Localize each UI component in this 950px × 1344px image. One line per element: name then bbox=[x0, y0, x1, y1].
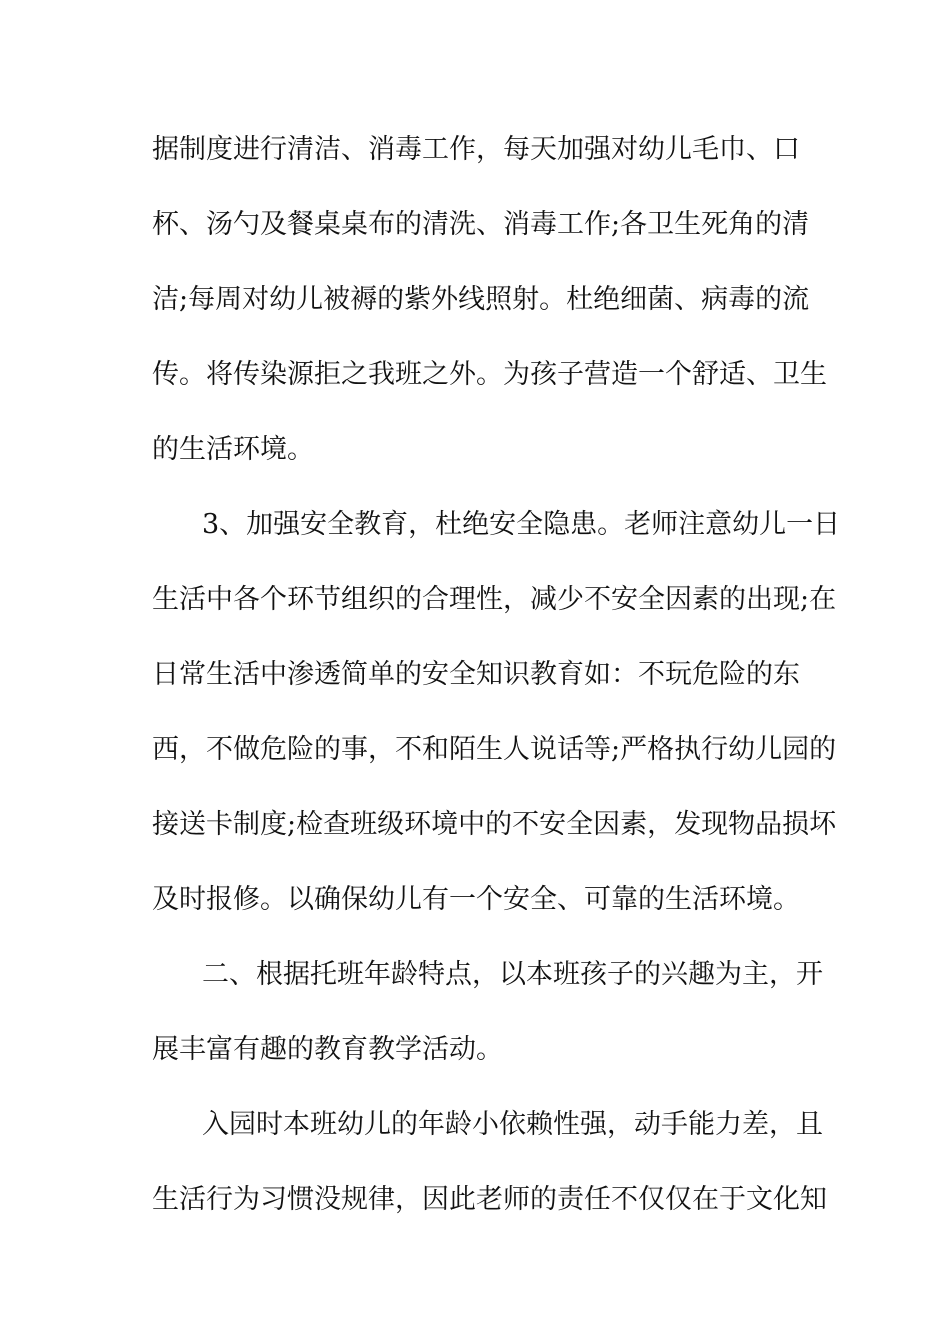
text-line: 接送卡制度;检查班级环境中的不安全因素，发现物品损坏 bbox=[152, 809, 837, 840]
text-line: 西，不做危险的事，不和陌生人说话等;严格执行幼儿园的 bbox=[152, 734, 837, 765]
section-heading-line: 展丰富有趣的教育教学活动。 bbox=[152, 1034, 503, 1065]
section-heading-line: 二、根据托班年龄特点，以本班孩子的兴趣为主，开 bbox=[202, 959, 823, 990]
text-line: 的生活环境。 bbox=[152, 434, 314, 465]
text-line: 生活行为习惯没规律，因此老师的责任不仅仅在于文化知 bbox=[152, 1184, 827, 1215]
paragraph-start-line: 3、加强安全教育，杜绝安全隐患。老师注意幼儿一日 bbox=[202, 509, 841, 540]
paragraph-start-line: 入园时本班幼儿的年龄小依赖性强，动手能力差，且 bbox=[202, 1109, 823, 1140]
text-line: 杯、汤勺及餐桌桌布的清洗、消毒工作;各卫生死角的清 bbox=[152, 209, 810, 240]
text-line: 洁;每周对幼儿被褥的紫外线照射。杜绝细菌、病毒的流 bbox=[152, 284, 810, 315]
text-line: 日常生活中渗透简单的安全知识教育如：不玩危险的东 bbox=[152, 659, 800, 690]
text-line: 传。将传染源拒之我班之外。为孩子营造一个舒适、卫生 bbox=[152, 359, 827, 390]
text-line: 据制度进行清洁、消毒工作，每天加强对幼儿毛巾、口 bbox=[152, 134, 800, 165]
text-line: 生活中各个环节组织的合理性，减少不安全因素的出现;在 bbox=[152, 584, 837, 615]
text-line: 及时报修。以确保幼儿有一个安全、可靠的生活环境。 bbox=[152, 884, 800, 915]
